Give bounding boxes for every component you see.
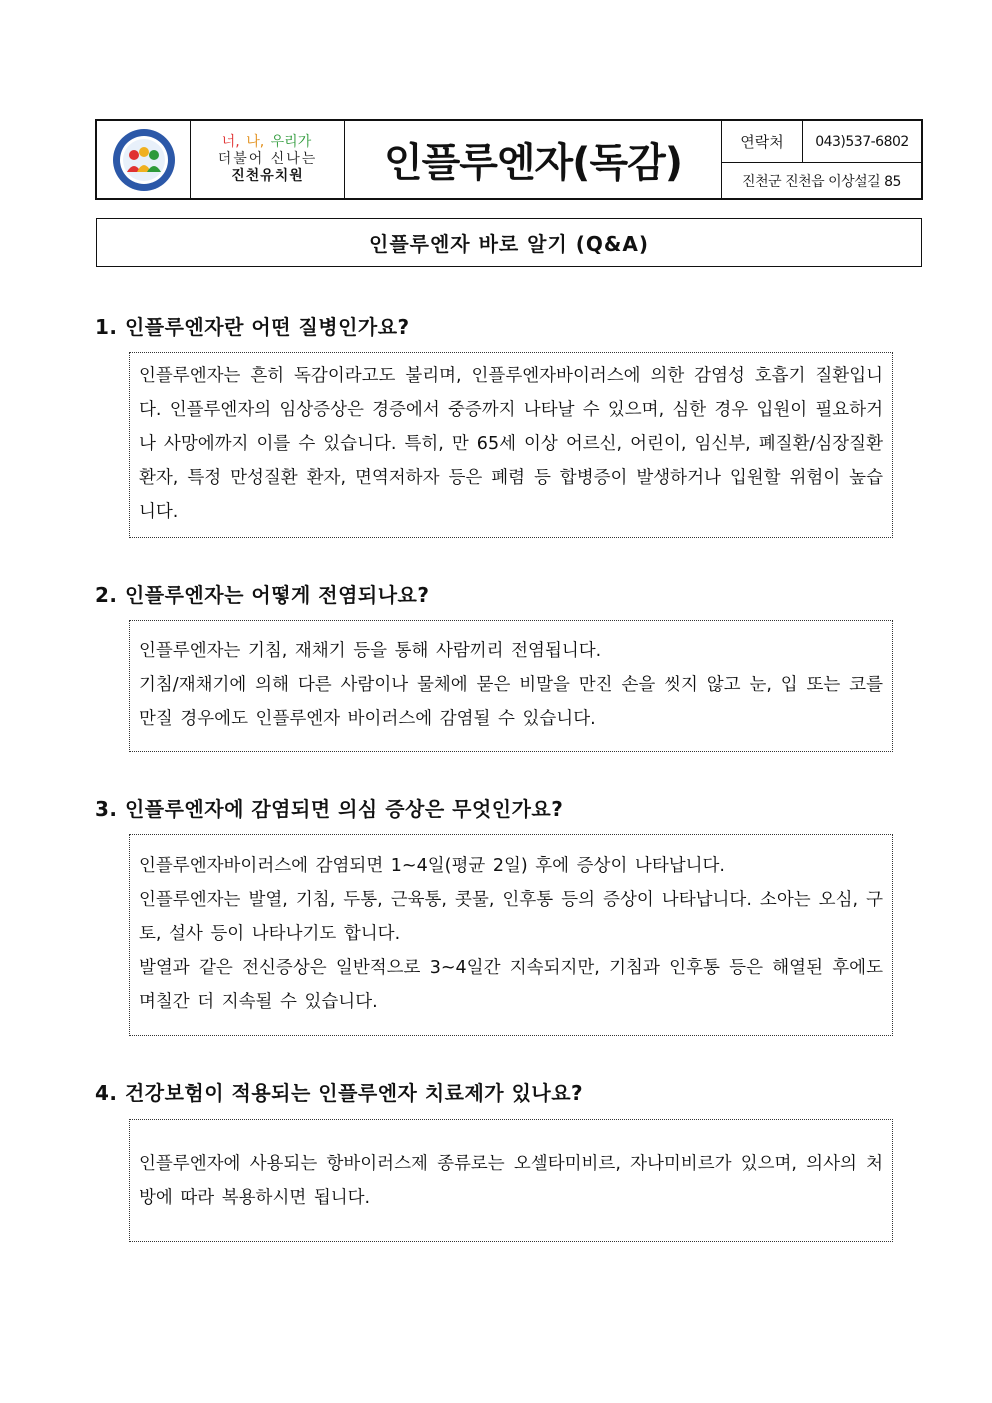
answer-2-paragraph-2: 기침/재채기에 의해 다른 사람이나 물체에 묻은 비말을 만진 손을 씻지 않고 눈, 입 또는 코를 만질 경우에도 인플루엔자 바이러스에 감염될 수 있습니다. (139, 675, 883, 729)
contact-phone: 043)537-6802 (815, 133, 909, 150)
question-4: 4. 건강보험이 적용되는 인플루엔자 치료제가 있나요? (95, 1081, 584, 1105)
slogan-line-2: 더불어 신나는 (217, 151, 318, 167)
slogan-word-us: 우리가 (270, 134, 312, 150)
slogan-word-you: 너, (221, 134, 240, 150)
kindergarten-name: 진천유치원 (231, 168, 304, 184)
slogan-line-1 (222, 134, 313, 151)
answer-box-2 (129, 620, 893, 752)
answer-3-paragraph-3: 발열과 같은 전신증상은 일반적으로 3~4일간 지속되지만, 기침과 인후통 등은 해열된 후에도 며칠간 더 지속될 수 있습니다. (139, 958, 883, 1012)
slogan-cell (191, 121, 345, 198)
logo-cell (97, 121, 191, 198)
question-3: 3. 인플루엔자에 감염되면 의심 증상은 무엇인가요? (95, 797, 564, 821)
answer-box-4 (129, 1119, 893, 1242)
question-2: 2. 인플루엔자는 어떻게 전염되나요? (95, 583, 430, 607)
answer-2-paragraph-1: 인플루엔자는 기침, 재채기 등을 통해 사람끼리 전염됩니다. (139, 641, 602, 661)
contact-address: 진천군 진천읍 이상설길 85 (742, 173, 901, 190)
document-header (95, 119, 923, 200)
question-1: 1. 인플루엔자란 어떤 질병인가요? (95, 315, 410, 339)
kindergarten-logo-icon (112, 128, 176, 192)
section-subtitle: 인플루엔자 바로 알기 (Q&A) (96, 218, 922, 267)
contact-row (722, 121, 921, 163)
answer-4-paragraph-1: 인플루엔자에 사용되는 항바이러스제 종류로는 오셀타미비르, 자나미비르가 있으며, 의사의 처방에 따라 복용하시면 됩니다. (139, 1154, 883, 1208)
answer-box-1 (129, 352, 893, 538)
answer-3-paragraph-2: 인플루엔자는 발열, 기침, 두통, 근육통, 콧물, 인후통 등의 증상이 나타납니다. 소아는 오심, 구토, 설사 등이 나타나기도 합니다. (139, 890, 883, 944)
answer-box-3 (129, 834, 893, 1036)
contact-label: 연락처 (722, 121, 803, 162)
slogan-word-me: 나, (246, 134, 265, 150)
answer-1-paragraph-1: 인플루엔자는 흔히 독감이라고도 불리며, 인플루엔자바이러스에 의한 감염성 호흡기 질환입니다. 인플루엔자의 임상증상은 경증에서 중증까지 나타날 수 있으며, 심한 경우 입원이 필요하거나 사망에까지 이를 수 있습니다. 특히, 만 65세 이상 어르신, 어린이, 임신부, 폐질환/심장질환 환자, 특정 만성질환 환자, 면역저하자 등은 폐렴 등 합병증이 발생하거나 입원할 위험이 높습니다. (139, 366, 883, 522)
answer-3-paragraph-1: 인플루엔자바이러스에 감염되면 1~4일(평균 2일) 후에 증상이 나타납니다. (139, 856, 725, 876)
contact-cell (722, 121, 921, 198)
page-title: 인플루엔자(독감) (345, 121, 722, 198)
